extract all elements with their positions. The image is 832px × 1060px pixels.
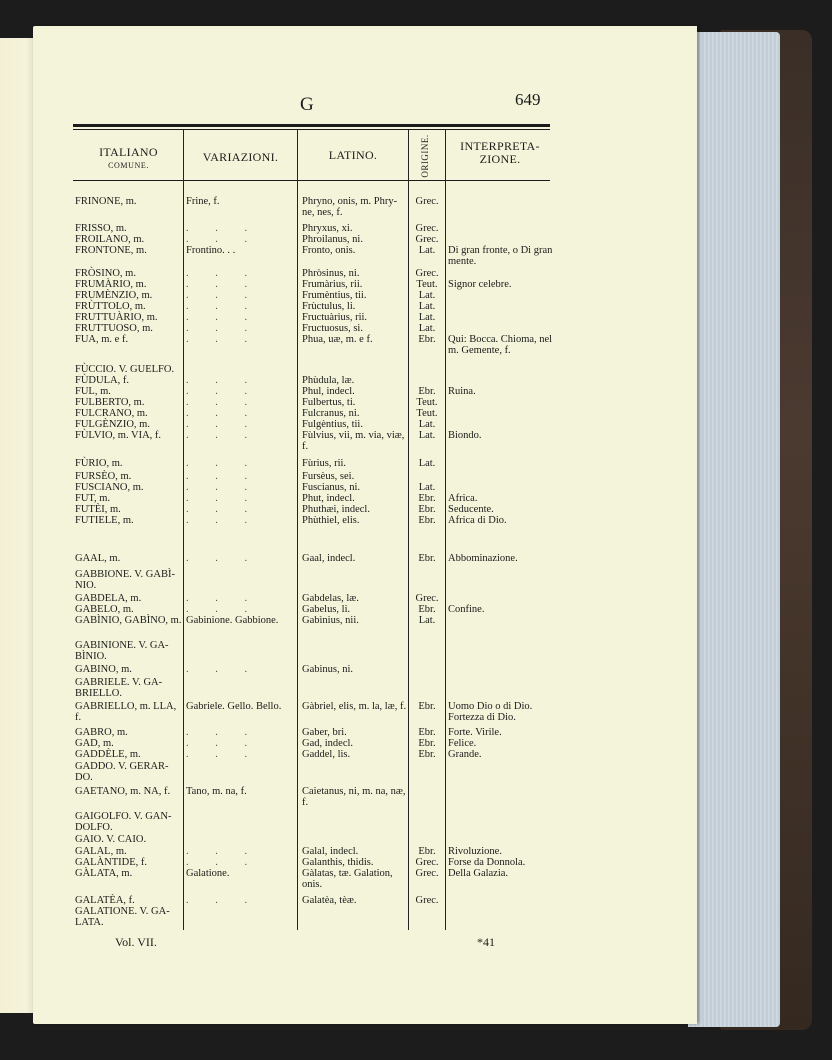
entry-variazione: . . .	[186, 727, 260, 738]
entry-variazione: Frontino. . .	[186, 245, 236, 256]
entry-variazione: . . .	[186, 504, 260, 515]
entry-latino: Gabinus, ni.	[302, 664, 354, 675]
entry-italiano: GADDÈLE, m.	[75, 749, 141, 760]
entry-latino: Phut, indecl.	[302, 493, 355, 504]
entry-latino: Phryno, onis, m. Phry- ne, nes, f.	[302, 196, 398, 218]
entry-variazione: Gabinione. Gabbione.	[186, 615, 279, 626]
entry-variazione: . . .	[186, 749, 260, 760]
entry-variazione: . . .	[186, 301, 260, 312]
entry-variazione: . . .	[186, 515, 260, 526]
entry-variazione: . . .	[186, 279, 260, 290]
entry-latino: Gabìnius, nii.	[302, 615, 359, 626]
entry-italiano: GADDO. V. GERAR- DO.	[75, 761, 169, 783]
entry-latino: Fuscianus, ni.	[302, 482, 361, 493]
entry-italiano: GAETANO, m. NA, f.	[75, 786, 171, 797]
header-rule	[73, 180, 550, 181]
entry-variazione: . . .	[186, 738, 260, 749]
entry-latino: Phua, uæ, m. e f.	[302, 334, 373, 345]
entry-origine: Ebr.	[418, 334, 436, 345]
entry-variazione: Frine, f.	[186, 196, 220, 207]
entry-latino: Galanthis, thidis.	[302, 857, 374, 868]
entry-variazione: . . .	[186, 493, 260, 504]
entry-latino: Fùrius, rii.	[302, 458, 347, 469]
entry-italiano: FRÙTTOLO, m.	[75, 301, 146, 312]
entry-variazione: . . .	[186, 268, 260, 279]
entry-interpretazione: Della Galazia.	[448, 868, 509, 879]
column-header-latino: LATINO.	[328, 148, 378, 162]
entry-italiano: FRUMÀRIO, m.	[75, 279, 147, 290]
entry-origine: Lat.	[418, 312, 436, 323]
entry-italiano: FUT, m.	[75, 493, 111, 504]
entry-origine: Lat.	[418, 615, 436, 626]
entry-italiano: FUSCIANO, m.	[75, 482, 144, 493]
entry-origine: Grec.	[415, 857, 439, 868]
entry-italiano: FUA, m. e f.	[75, 334, 129, 345]
entry-interpretazione: Rivoluzione.	[448, 846, 502, 857]
entry-interpretazione: Grande.	[448, 749, 482, 760]
entry-variazione: . . .	[186, 471, 260, 482]
entry-italiano: GABDELA, m.	[75, 593, 142, 604]
entry-latino: Gàlatas, tæ. Galation, onis.	[302, 868, 393, 890]
entry-variazione: . . .	[186, 323, 260, 334]
entry-origine: Lat.	[418, 458, 436, 469]
entry-latino: Fulgèntius, tii.	[302, 419, 363, 430]
entry-latino: Gaddel, lis.	[302, 749, 351, 760]
entry-origine: Teut.	[416, 279, 438, 290]
entry-latino: Phryxus, xi.	[302, 223, 353, 234]
entry-italiano: GALATIONE. V. GA- LATA.	[75, 906, 170, 928]
entry-italiano: GABRO, m.	[75, 727, 128, 738]
entry-interpretazione: Qui: Bocca. Chioma, nel m. Gemente, f.	[448, 334, 553, 356]
entry-interpretazione: Uomo Dio o di Dio. Fortezza di Dio.	[448, 701, 533, 723]
entry-italiano: GABÌNIO, GABÌNO, m.	[75, 615, 182, 626]
entry-latino: Frùctulus, li.	[302, 301, 356, 312]
entry-origine: Grec.	[415, 234, 439, 245]
entry-interpretazione: Seducente.	[448, 504, 494, 515]
entry-variazione: Tano, m. na, f.	[186, 786, 247, 797]
entry-latino: Fursèus, sei.	[302, 471, 355, 482]
entry-latino: Galal, indecl.	[302, 846, 359, 857]
entry-variazione: . . .	[186, 458, 260, 469]
entry-variazione: . . .	[186, 419, 260, 430]
entry-latino: Galatèa, tèæ.	[302, 895, 357, 906]
entry-italiano: GABINIONE. V. GA- BÌNIO.	[75, 640, 169, 662]
entry-origine: Ebr.	[418, 846, 436, 857]
entry-origine: Lat.	[418, 290, 436, 301]
column-divider	[408, 130, 409, 930]
entry-italiano: GÀLATA, m.	[75, 868, 133, 879]
entry-origine: Lat.	[418, 245, 436, 256]
entry-italiano: GAD, m.	[75, 738, 114, 749]
entry-variazione: . . .	[186, 334, 260, 345]
entry-italiano: FRUTTUOSO, m.	[75, 323, 153, 334]
entry-interpretazione: Confine.	[448, 604, 485, 615]
entry-variazione: . . .	[186, 223, 260, 234]
entry-variazione: . . .	[186, 234, 260, 245]
entry-latino: Phùthiel, elis.	[302, 515, 360, 526]
entry-origine: Ebr.	[418, 604, 436, 615]
entry-italiano: GABBIONE. V. GABÌ- NIO.	[75, 569, 175, 591]
entry-interpretazione: Abbominazione.	[448, 553, 518, 564]
entry-italiano: FRUTTUÀRIO, m.	[75, 312, 158, 323]
entry-latino: Fulcranus, ni.	[302, 408, 360, 419]
entry-italiano: FURSÈO, m.	[75, 471, 132, 482]
entry-latino: Gabdelas, læ.	[302, 593, 359, 604]
top-rule-thin	[73, 129, 550, 130]
entry-italiano: FÙCCIO. V. GUELFO.	[75, 364, 175, 375]
entry-origine: Grec.	[415, 895, 439, 906]
column-header-origine	[407, 134, 443, 178]
entry-italiano: FROILANO, m.	[75, 234, 145, 245]
entry-origine: Lat.	[418, 323, 436, 334]
entry-italiano: GALATÈA, f.	[75, 895, 135, 906]
entry-italiano: FRINONE, m.	[75, 196, 137, 207]
signature-mark: *41	[477, 935, 495, 949]
entry-italiano: GABELO, m.	[75, 604, 134, 615]
entry-origine: Ebr.	[418, 727, 436, 738]
column-header-italiano	[76, 146, 181, 172]
entry-latino: Fructuàrius, rii.	[302, 312, 368, 323]
entry-italiano: GABRIELLO, m. LLA, f.	[75, 701, 177, 723]
column-header-italiano-sub: COMUNE.	[108, 161, 149, 170]
entry-italiano: FUL, m.	[75, 386, 111, 397]
entry-origine: Teut.	[416, 397, 438, 408]
entry-italiano: GAAL, m.	[75, 553, 121, 564]
running-head-letter: G	[300, 94, 314, 115]
entry-variazione: . . .	[186, 386, 260, 397]
entry-interpretazione: Felice.	[448, 738, 477, 749]
entry-italiano: FÙRIO, m.	[75, 458, 123, 469]
entry-interpretazione: Signor celebre.	[448, 279, 512, 290]
entry-interpretazione: Di gran fronte, o Di gran mente.	[448, 245, 553, 267]
entry-origine: Lat.	[418, 430, 436, 441]
entry-latino: Caietanus, ni, m. na, næ, f.	[302, 786, 406, 808]
entry-italiano: GAIO. V. CAIO.	[75, 834, 147, 845]
entry-italiano: FULCRANO, m.	[75, 408, 148, 419]
entry-variazione: . . .	[186, 593, 260, 604]
column-header-origine-label: ORIGINE.	[420, 134, 430, 178]
entry-italiano: FRÒSINO, m.	[75, 268, 136, 279]
entry-interpretazione: Forse da Donnola.	[448, 857, 526, 868]
entry-latino: Phul, indecl.	[302, 386, 355, 397]
entry-origine: Ebr.	[418, 515, 436, 526]
entry-origine: Grec.	[415, 268, 439, 279]
column-header-variazioni: VARIAZIONI.	[202, 150, 279, 164]
entry-variazione: Galatione.	[186, 868, 230, 879]
entry-variazione: . . .	[186, 312, 260, 323]
entry-origine: Lat.	[418, 301, 436, 312]
entry-origine: Grec.	[415, 223, 439, 234]
entry-italiano: GABINO, m.	[75, 664, 132, 675]
entry-interpretazione: Forte. Virile.	[448, 727, 502, 738]
entry-interpretazione: Biondo.	[448, 430, 482, 441]
entry-italiano: GALAL, m.	[75, 846, 127, 857]
entry-latino: Gabelus, li.	[302, 604, 351, 615]
entry-latino: Frumàrius, rii.	[302, 279, 363, 290]
entry-variazione: . . .	[186, 430, 260, 441]
entry-latino: Gaber, bri.	[302, 727, 347, 738]
entry-italiano: FUTÈI, m.	[75, 504, 121, 515]
entry-variazione: Gabriele. Gello. Bello.	[186, 701, 282, 712]
page-edges	[688, 32, 780, 1027]
entry-variazione: . . .	[186, 290, 260, 301]
entry-variazione: . . .	[186, 553, 260, 564]
entry-italiano: FÙLVIO, m. VIA, f.	[75, 430, 162, 441]
entry-italiano: FULGÈNZIO, m.	[75, 419, 150, 430]
entry-latino: Fructuosus, si.	[302, 323, 363, 334]
entry-latino: Phroilanus, ni.	[302, 234, 363, 245]
entry-origine: Ebr.	[418, 738, 436, 749]
volume-label: Vol. VII.	[115, 935, 157, 949]
entry-latino: Fronto, onis.	[302, 245, 356, 256]
entry-italiano: FULBERTO, m.	[75, 397, 145, 408]
entry-latino: Fùlvius, vii, m. via, viæ, f.	[302, 430, 405, 452]
column-header-italiano-label: ITALIANO	[99, 145, 158, 159]
entry-italiano: FRUMÈNZIO, m.	[75, 290, 153, 301]
entry-variazione: . . .	[186, 664, 260, 675]
entry-variazione: . . .	[186, 895, 260, 906]
entry-interpretazione: Ruina.	[448, 386, 476, 397]
entry-origine: Ebr.	[418, 701, 436, 712]
entry-italiano: FRISSO, m.	[75, 223, 127, 234]
page-number: 649	[515, 90, 541, 109]
entry-italiano: FUTIELE, m.	[75, 515, 134, 526]
entry-interpretazione: Africa di Dio.	[448, 515, 507, 526]
entry-italiano: FÙDULA, f.	[75, 375, 129, 386]
entry-latino: Gàbriel, elis, m. la, læ, f.	[302, 701, 407, 712]
entry-variazione: . . .	[186, 397, 260, 408]
entry-variazione: . . .	[186, 408, 260, 419]
entry-latino: Frumèntius, tii.	[302, 290, 367, 301]
entry-latino: Fulbertus, ti.	[302, 397, 356, 408]
column-divider	[297, 130, 298, 930]
entry-origine: Ebr.	[418, 504, 436, 515]
entry-variazione: . . .	[186, 604, 260, 615]
entry-variazione: . . .	[186, 857, 260, 868]
column-divider	[445, 130, 446, 930]
entry-variazione: . . .	[186, 375, 260, 386]
entry-origine: Ebr.	[418, 493, 436, 504]
entry-variazione: . . .	[186, 482, 260, 493]
entry-origine: Ebr.	[418, 553, 436, 564]
entry-italiano: GAIGOLFO. V. GAN- DOLFO.	[75, 811, 172, 833]
entry-latino: Phùdula, læ.	[302, 375, 355, 386]
entry-variazione: . . .	[186, 846, 260, 857]
entry-origine: Grec.	[415, 593, 439, 604]
entry-origine: Lat.	[418, 419, 436, 430]
column-divider	[183, 130, 184, 930]
entry-origine: Grec.	[415, 196, 439, 207]
entry-origine: Teut.	[416, 408, 438, 419]
top-rule	[73, 124, 550, 127]
entry-italiano: FRONTONE, m.	[75, 245, 147, 256]
entry-origine: Lat.	[418, 482, 436, 493]
entry-latino: Gad, indecl.	[302, 738, 354, 749]
entry-origine: Ebr.	[418, 749, 436, 760]
entry-italiano: GALÀNTIDE, f.	[75, 857, 148, 868]
entry-italiano: GABRIELE. V. GA- BRIELLO.	[75, 677, 163, 699]
entry-latino: Gaal, indecl.	[302, 553, 356, 564]
entry-origine: Grec.	[415, 868, 439, 879]
entry-origine: Ebr.	[418, 386, 436, 397]
entry-latino: Phuthæi, indecl.	[302, 504, 370, 515]
entry-interpretazione: Africa.	[448, 493, 478, 504]
column-header-interpretazione: INTERPRETA- ZIONE.	[460, 139, 540, 166]
entry-latino: Phròsinus, ni.	[302, 268, 360, 279]
